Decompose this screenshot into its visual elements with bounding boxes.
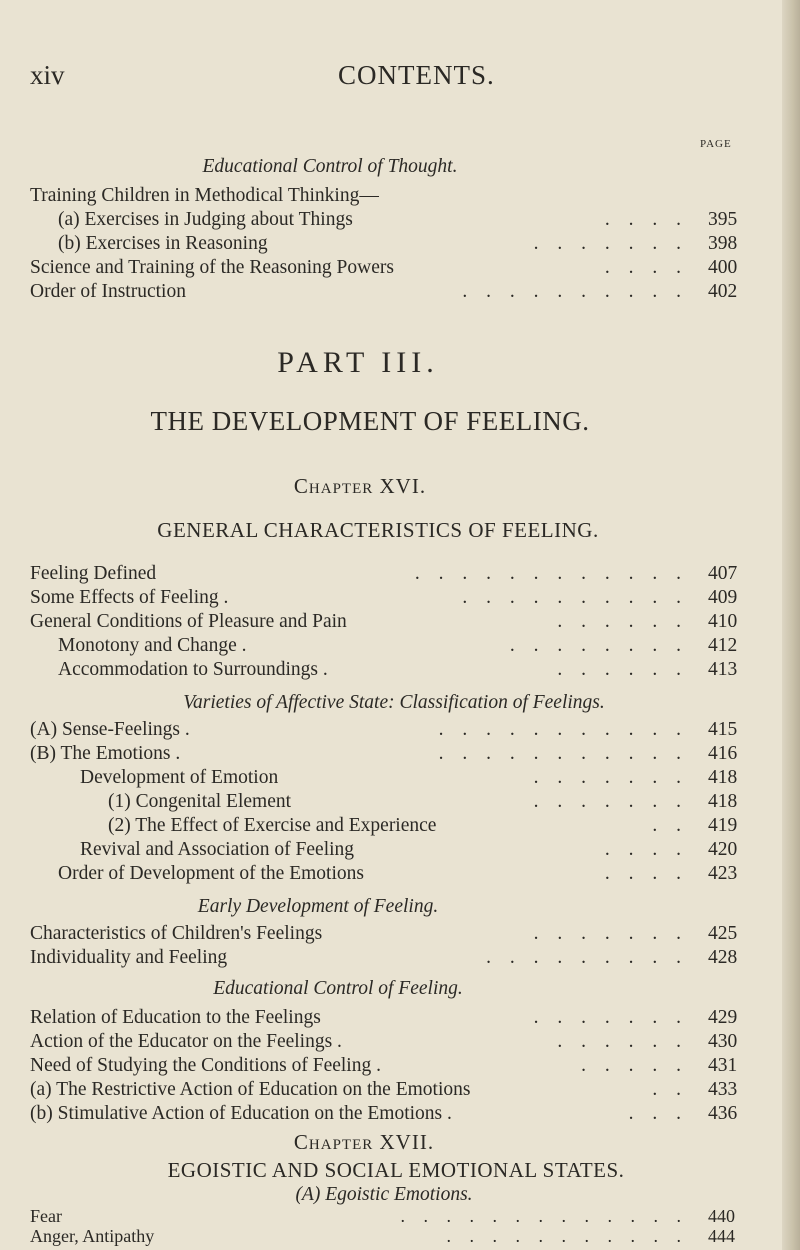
page-ref: 429 — [708, 1007, 738, 1028]
leader-dots: . . . . . . . . . . . — [438, 719, 688, 740]
leader-dots: . . . . . . . — [533, 791, 688, 812]
toc-entry[interactable]: (b) Exercises in Reasoning . . . . . . . 398 — [58, 233, 738, 254]
leader-dots: . . . . — [604, 863, 688, 884]
page-column-label: PAGE — [700, 138, 732, 150]
page-ref: 419 — [708, 815, 738, 836]
toc-entry[interactable]: (b) Stimulative Action of Education on the Emotions . . . . 436 — [30, 1103, 738, 1124]
chapter-title: EGOISTIC AND SOCIAL EMOTIONAL STATES. — [167, 1158, 625, 1182]
toc-entry[interactable]: Science and Training of the Reasoning Powers . . . . 400 — [30, 257, 738, 278]
page-ref: 410 — [708, 611, 738, 632]
toc-entry[interactable]: Relation of Education to the Feelings . . . . . . . 429 — [30, 1007, 738, 1028]
page-ref: 407 — [708, 563, 738, 584]
leader-dots: . . . . . . — [557, 611, 688, 632]
page-ref: 409 — [708, 587, 738, 608]
leader-dots: . . . . . . . — [533, 767, 688, 788]
toc-entry[interactable]: Order of Instruction . . . . . . . . . . 402 — [30, 281, 738, 302]
section-heading-educational-feeling: Educational Control of Feeling. — [213, 978, 463, 999]
toc-entry[interactable]: Revival and Association of Feeling . . . . 420 — [80, 839, 738, 860]
leader-dots: . . . . — [604, 209, 688, 230]
leader-dots: . . . . . . — [557, 659, 688, 680]
leader-dots: . . . . . . . . . — [486, 947, 688, 968]
section-heading-varieties: Varieties of Affective State: Classification of Feelings. — [183, 692, 605, 713]
leader-dots: . . — [652, 1079, 688, 1100]
leader-dots: . . . . . . . . . . . — [446, 1226, 688, 1246]
toc-entry[interactable]: (1) Congenital Element . . . . . . . 418 — [108, 791, 738, 812]
toc-entry[interactable]: Accommodation to Surroundings . . . . . . . 413 — [58, 659, 738, 680]
toc-entry[interactable]: (a) Exercises in Judging about Things . . . . 395 — [58, 209, 738, 230]
toc-entry[interactable]: (a) The Restrictive Action of Education on the Emotions . . 433 — [30, 1079, 738, 1100]
page-ref: 436 — [708, 1103, 738, 1124]
toc-entry[interactable]: (B) The Emotions . . . . . . . . . . . . 416 — [30, 743, 738, 764]
leader-dots: . . . . . . . . . . . . . — [400, 1206, 688, 1226]
toc-entry[interactable]: Monotony and Change . . . . . . . . . 412 — [58, 635, 738, 656]
page-ref: 418 — [708, 791, 738, 812]
part-title: THE DEVELOPMENT OF FEELING. — [150, 406, 590, 436]
chapter-title: GENERAL CHARACTERISTICS OF FEELING. — [157, 518, 599, 542]
leader-dots: . . . . . . . — [533, 1007, 688, 1028]
page-title: CONTENTS. — [338, 60, 495, 90]
page-ref: 430 — [708, 1031, 738, 1052]
toc-entry[interactable]: Feeling Defined . . . . . . . . . . . . 407 — [30, 563, 738, 584]
page-ref: 423 — [708, 863, 738, 884]
page-ref: 440 — [708, 1206, 735, 1226]
chapter-label: Chapter XVII. — [293, 1130, 435, 1154]
page-ref: 431 — [708, 1055, 738, 1076]
leader-dots: . . . — [628, 1103, 688, 1124]
section-heading-educational-thought: Educational Control of Thought. — [202, 156, 458, 177]
toc-entry[interactable]: Need of Studying the Conditions of Feeling . . . . . . 431 — [30, 1055, 738, 1076]
page-ref: 433 — [708, 1079, 738, 1100]
part-label: PART III. — [277, 346, 439, 379]
page-ref: 428 — [708, 947, 738, 968]
leader-dots: . . . . . . . . . . . . — [414, 563, 688, 584]
page-ref: 395 — [708, 209, 738, 230]
leader-dots: . . . . . . . . . . — [462, 281, 688, 302]
toc-entry[interactable]: Development of Emotion . . . . . . . 418 — [80, 767, 738, 788]
leader-dots: . . . . . . . — [533, 233, 688, 254]
leader-dots: . . . . . — [581, 1055, 688, 1076]
chapter-label: Chapter XVI. — [293, 474, 427, 498]
leader-dots: . . . . — [604, 257, 688, 278]
page-ref: 444 — [708, 1226, 735, 1246]
toc-entry[interactable]: (A) Sense-Feelings . . . . . . . . . . . . 415 — [30, 719, 738, 740]
page-ref: 398 — [708, 233, 738, 254]
toc-entry[interactable]: Some Effects of Feeling . . . . . . . . . . . 409 — [30, 587, 738, 608]
toc-entry[interactable]: Characteristics of Children's Feelings . . . . . . . 425 — [30, 923, 738, 944]
page-ref: 400 — [708, 257, 738, 278]
toc-entry[interactable]: Fear . . . . . . . . . . . . . 440 — [30, 1206, 735, 1226]
toc-entry[interactable]: General Conditions of Pleasure and Pain . . . . . . 410 — [30, 611, 738, 632]
page-ref: 416 — [708, 743, 738, 764]
section-heading-egoistic: (A) Egoistic Emotions. — [295, 1184, 473, 1205]
toc-entry[interactable]: Training Children in Methodical Thinking— — [30, 185, 379, 206]
leader-dots: . . . . . . . . — [509, 635, 688, 656]
leader-dots: . . . . . . . . . . . — [438, 743, 688, 764]
page-ref: 415 — [708, 719, 738, 740]
toc-entry[interactable]: Individuality and Feeling . . . . . . . . . 428 — [30, 947, 738, 968]
toc-entry[interactable]: Action of the Educator on the Feelings . . . . . . . 430 — [30, 1031, 738, 1052]
page-ref: 418 — [708, 767, 738, 788]
toc-entry[interactable]: (2) The Effect of Exercise and Experience . . 419 — [108, 815, 738, 836]
toc-entry[interactable]: Anger, Antipathy . . . . . . . . . . . 444 — [30, 1226, 735, 1246]
leader-dots: . . . . . . . — [533, 923, 688, 944]
page-ref: 425 — [708, 923, 738, 944]
page-number: xiv — [30, 60, 65, 90]
leader-dots: . . . . . . . . . . — [462, 587, 688, 608]
page-ref: 412 — [708, 635, 738, 656]
page-ref: 420 — [708, 839, 738, 860]
page-ref: 413 — [708, 659, 738, 680]
leader-dots: . . . . . . — [557, 1031, 688, 1052]
page-ref: 402 — [708, 281, 738, 302]
toc-entry[interactable]: Order of Development of the Emotions . . . . 423 — [58, 863, 738, 884]
leader-dots: . . . . — [604, 839, 688, 860]
leader-dots: . . — [652, 815, 688, 836]
section-heading-early-development: Early Development of Feeling. — [197, 896, 439, 917]
